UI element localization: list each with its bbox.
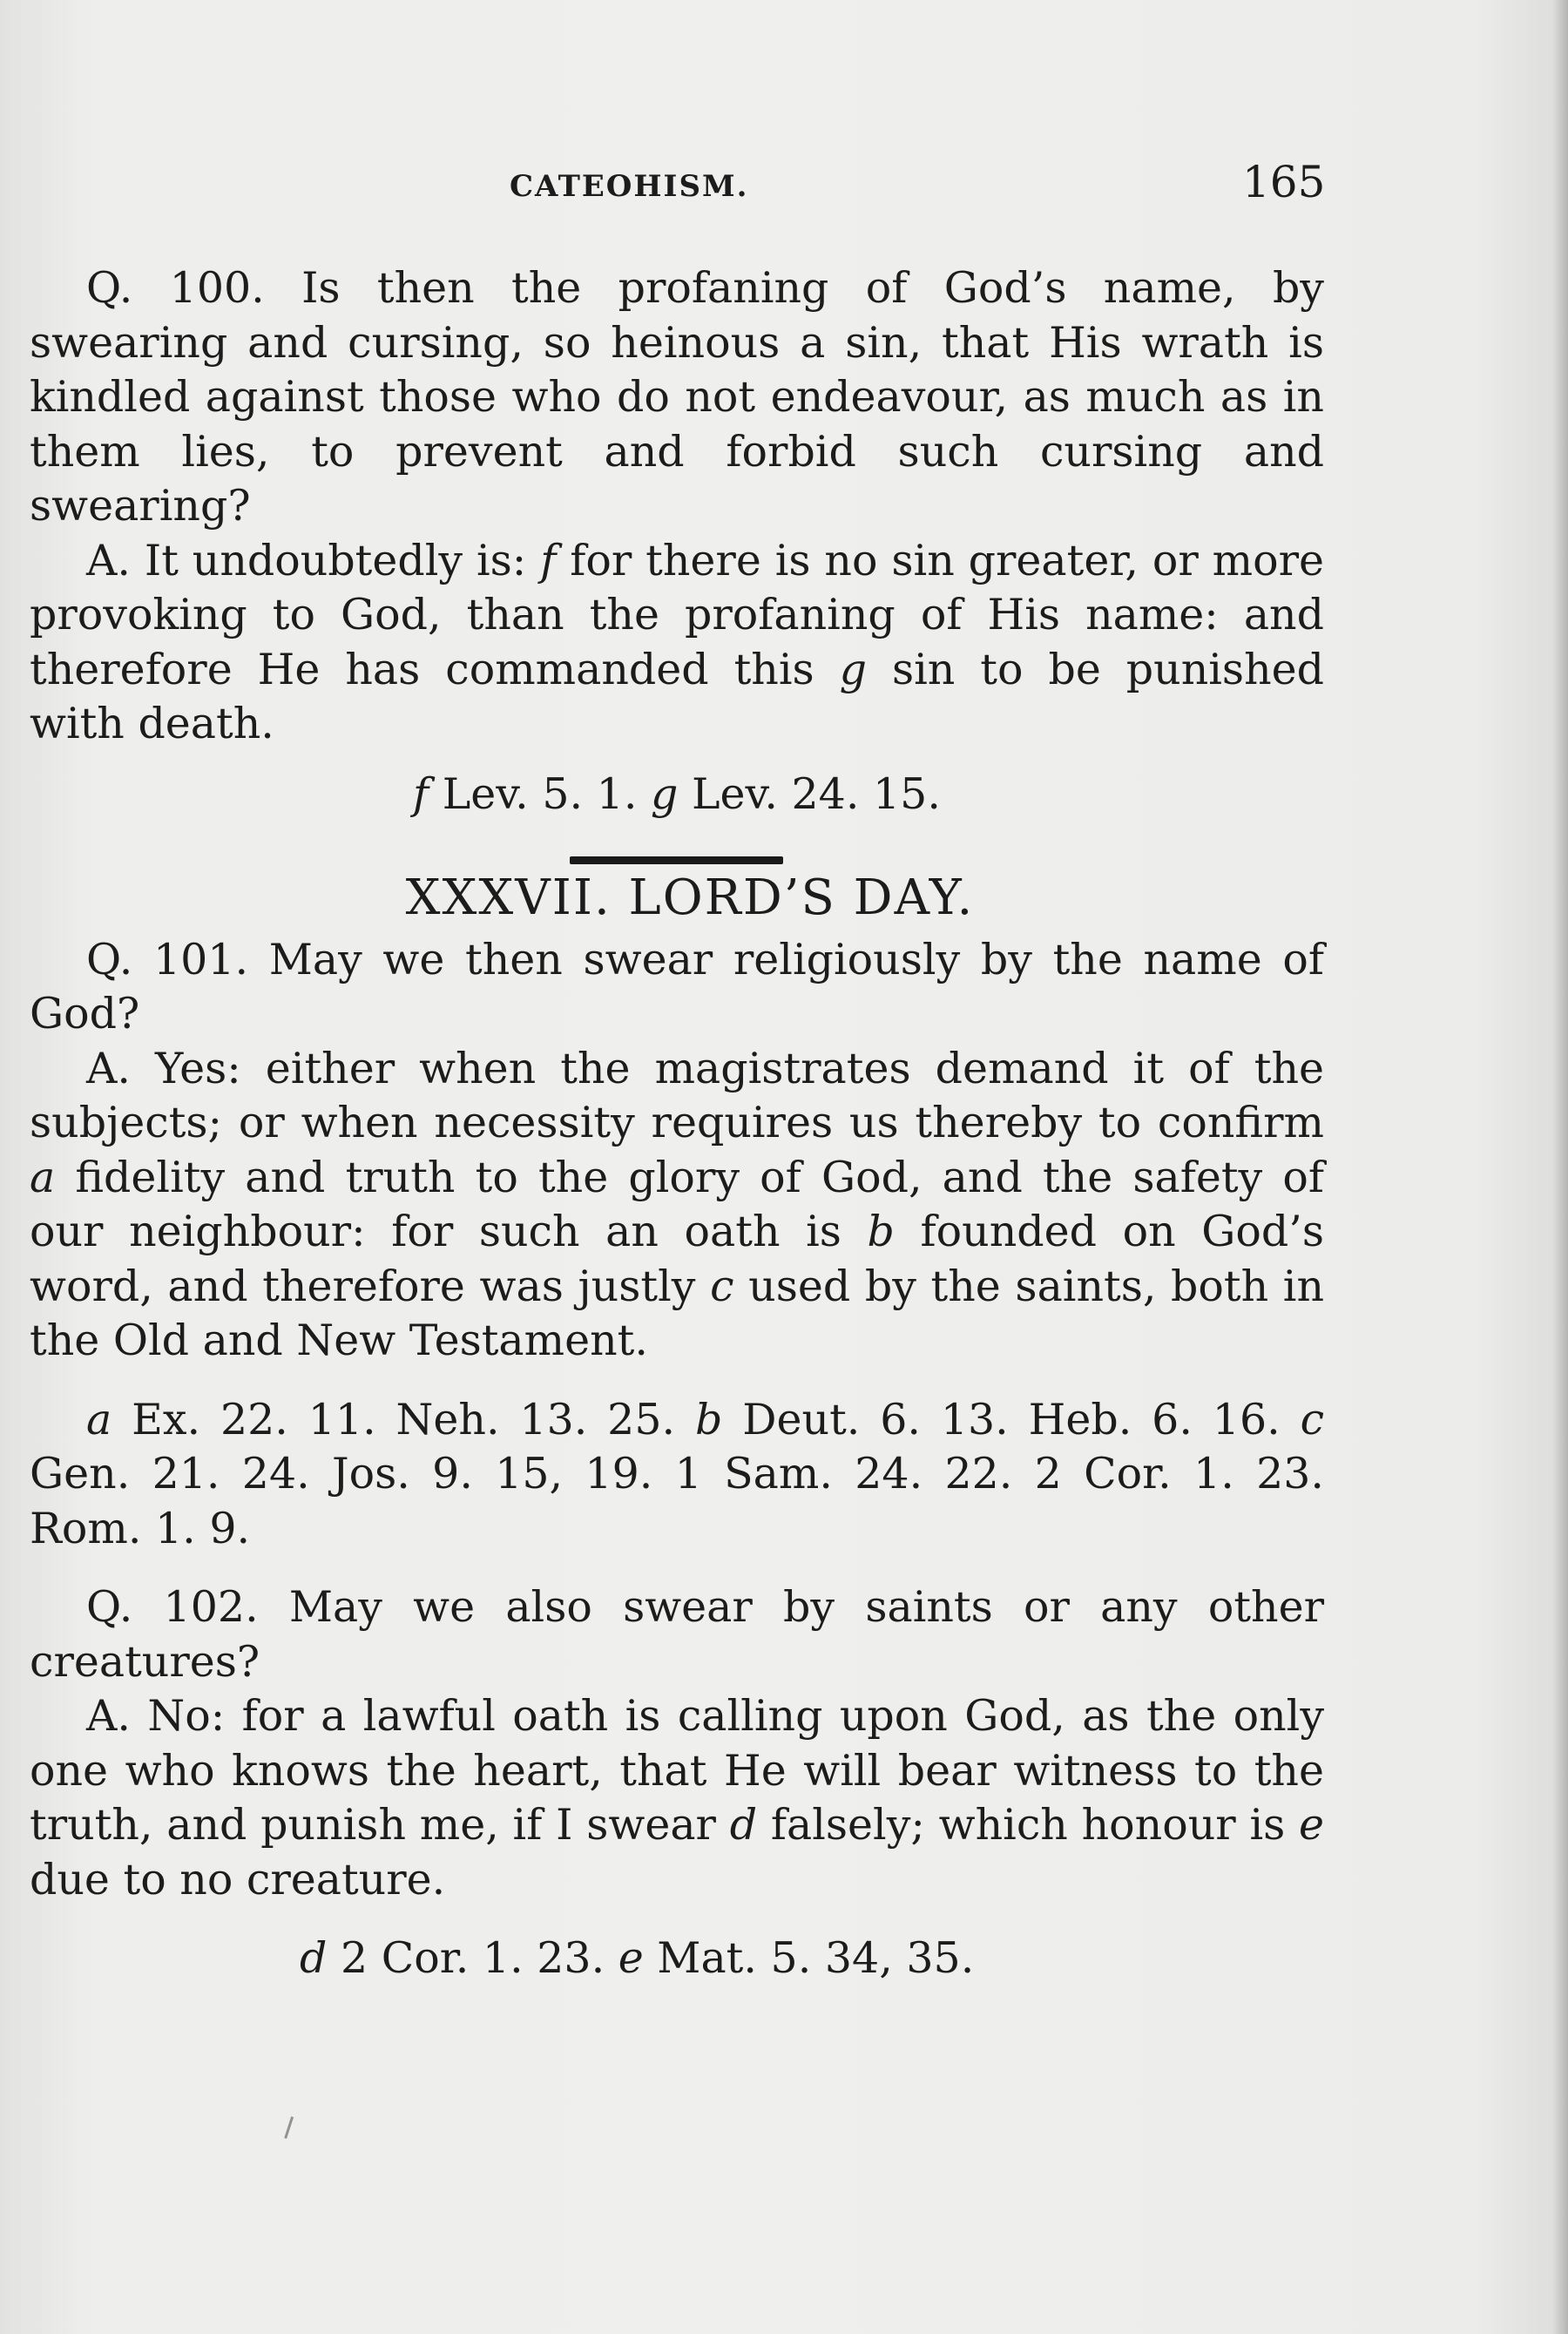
- ref-ex-neh: Ex. 22. 11. Neh. 13. 25.: [132, 1394, 676, 1444]
- ref-mark-c: c: [1300, 1394, 1325, 1444]
- answer-100-part3: sin to be punished with death.: [30, 644, 1325, 748]
- footnote-mark-c: c: [710, 1261, 734, 1311]
- answer-100: [30, 534, 1324, 752]
- page-edge-shadow: [1552, 0, 1568, 2334]
- question-101: Q. 101. May we then swear religiously by the name of God?: [30, 934, 1324, 1038]
- ref-mark-g: g: [650, 768, 679, 819]
- running-head: CATEOHISM.: [510, 169, 749, 204]
- ref-mark-e: e: [618, 1933, 644, 1983]
- ref-mark-a: a: [86, 1394, 112, 1444]
- ref-gen-jos-sam-cor-rom: Gen. 21. 24. Jos. 9. 15, 19. 1 Sam. 24. 22. 2 Cor. 1. 23. Rom. 1. 9.: [30, 1449, 1324, 1553]
- ref-mark-f: f: [413, 768, 429, 819]
- answer-101-part1: A. Yes: either when the magistrates demand it of the subjects; or when necessity requires us thereby to confirm: [30, 1043, 1324, 1147]
- ref-mat: Mat. 5. 34, 35.: [657, 1933, 975, 1983]
- footnote-mark-f: f: [540, 535, 557, 585]
- ref-lev-5-1: Lev. 5. 1.: [442, 768, 638, 819]
- answer-102-part1: A. No: for a lawful oath is calling upon God, as the only one who knows the heart, that He will bear witness to the truth, and punish me, if I swear: [30, 1691, 1324, 1850]
- page-header: [0, 157, 1568, 209]
- answer-102-part3: due to no creature.: [30, 1854, 446, 1904]
- section-divider-rule: [570, 856, 783, 864]
- ref-mark-d: d: [300, 1933, 328, 1983]
- answer-101-part3: founded on God’s word, and therefore was justly: [30, 1207, 1324, 1311]
- answer-101-part4: used by the saints, both in the Old and New Testament.: [30, 1261, 1325, 1365]
- question-100: Q. 100. Is then the profaning of God’s name, by swearing and cursing, so heinous a sin, that His wrath is kindled against those who do not endeavour, as much as in them lies, to prevent and forbid such cursing and swearing?: [30, 263, 1324, 531]
- references-102: [300, 1931, 1324, 1986]
- footnote-mark-g: g: [839, 644, 867, 694]
- footnote-mark-d: d: [729, 1800, 758, 1850]
- ref-2-cor: 2 Cor. 1. 23.: [340, 1933, 605, 1983]
- answer-102: [30, 1689, 1324, 1907]
- ref-lev-24-15: Lev. 24. 15.: [691, 768, 941, 819]
- page-number: 165: [1242, 157, 1326, 207]
- ink-mark: [284, 2116, 299, 2141]
- footnote-mark-e: e: [1299, 1800, 1325, 1850]
- question-102: Q. 102. May we also swear by saints or any other creatures?: [30, 1582, 1324, 1687]
- footnote-mark-b: b: [867, 1207, 895, 1256]
- ref-mark-b: b: [694, 1394, 723, 1444]
- section-heading: XXXVII. LORD’S DAY.: [405, 869, 975, 926]
- footnote-mark-a: a: [30, 1152, 56, 1202]
- ref-deut-heb: Deut. 6. 13. Heb. 6. 16.: [742, 1394, 1281, 1444]
- references-100: [30, 768, 1324, 822]
- page-body: [30, 261, 1324, 1986]
- answer-100-part1: A. It undoubtedly is:: [86, 535, 527, 585]
- answer-101-part2: fidelity and truth to the glory of God, and the safety of our neighbour: for such an oath is: [30, 1152, 1324, 1256]
- answer-101: [30, 1042, 1324, 1369]
- answer-100-part2: for there is no sin greater, or more provoking to God, than the profaning of His name: and therefore He has commanded this: [30, 535, 1325, 694]
- answer-102-part2: falsely; which honour is: [770, 1800, 1286, 1850]
- references-101: [30, 1393, 1324, 1557]
